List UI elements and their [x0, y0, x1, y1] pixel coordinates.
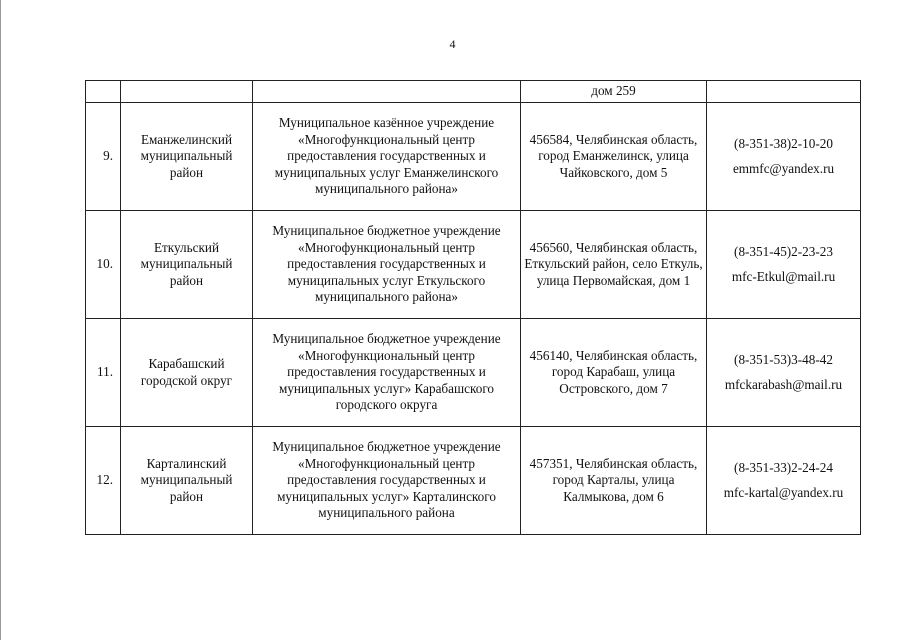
email-address: mfc-Etkul@mail.ru	[731, 269, 836, 284]
cell-contacts	[707, 103, 861, 211]
cell-address: дом 259	[521, 81, 707, 103]
phone-number: (8-351-45)2-23-23	[734, 244, 833, 259]
email-address: mfc-kartal@yandex.ru	[723, 485, 844, 500]
cell-district: Карабашский городской округ	[121, 319, 253, 427]
cell-contacts	[707, 427, 861, 535]
page-left-edge	[0, 0, 1, 640]
cell-address: 456560, Челябинская область, Еткульский район, село Еткуль, улица Первомайская, дом 1	[521, 211, 707, 319]
mfc-table	[85, 80, 861, 535]
phone-number: (8-351-38)2-10-20	[734, 136, 833, 151]
cell-institution	[253, 81, 521, 103]
cell-institution: Муниципальное бюджетное учреждение «Многофункциональный центр предоставления государственных и муниципальных услуг Еткульского муниципального района»	[253, 211, 521, 319]
cell-district: Карталинский муниципальный район	[121, 427, 253, 535]
table-row	[86, 319, 861, 427]
cell-institution: Муниципальное казённое учреждение «Многофункциональный центр предоставления государственных и муниципальных услуг Еманжелинского муниципального района»	[253, 103, 521, 211]
cell-address: 456140, Челябинская область, город Карабаш, улица Островского, дом 7	[521, 319, 707, 427]
cell-num	[86, 81, 121, 103]
table-row	[86, 427, 861, 535]
cell-district: Еманжелинский муниципальный район	[121, 103, 253, 211]
cell-num: 12.	[86, 427, 121, 535]
cell-num: 9.	[86, 103, 121, 211]
table-row	[86, 211, 861, 319]
email-address: emmfc@yandex.ru	[732, 161, 835, 176]
cell-contacts	[707, 319, 861, 427]
cell-contacts	[707, 81, 861, 103]
phone-number: (8-351-33)2-24-24	[734, 460, 833, 475]
email-address: mfckarabash@mail.ru	[724, 377, 843, 392]
table-row	[86, 103, 861, 211]
cell-institution: Муниципальное бюджетное учреждение «Многофункциональный центр предоставления государственных и муниципальных услуг» Карталинского муниципального района	[253, 427, 521, 535]
cell-num: 10.	[86, 211, 121, 319]
table-row	[86, 81, 861, 103]
cell-address: 457351, Челябинская область, город Карталы, улица Калмыкова, дом 6	[521, 427, 707, 535]
cell-institution: Муниципальное бюджетное учреждение «Многофункциональный центр предоставления государственных и муниципальных услуг» Карабашского городского округа	[253, 319, 521, 427]
cell-district: Еткульский муниципальный район	[121, 211, 253, 319]
phone-number: (8-351-53)3-48-42	[734, 352, 833, 367]
cell-address: 456584, Челябинская область, город Еманжелинск, улица Чайковского, дом 5	[521, 103, 707, 211]
page-number: 4	[449, 37, 456, 51]
cell-district	[121, 81, 253, 103]
cell-num: 11.	[86, 319, 121, 427]
cell-contacts	[707, 211, 861, 319]
